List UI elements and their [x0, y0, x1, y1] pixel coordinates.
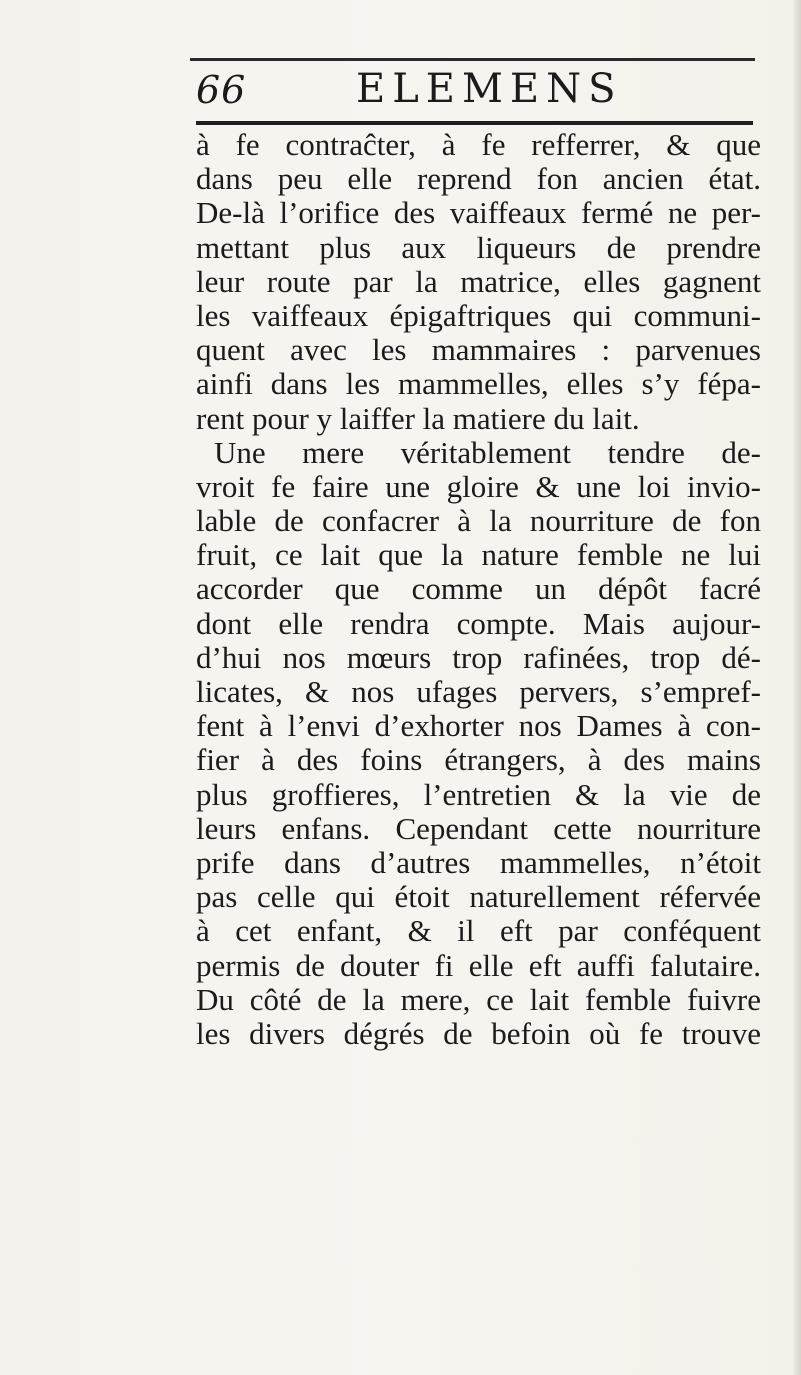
text-line: leur route par la matrice, elles gagnent	[196, 263, 761, 299]
text-line: pas celle qui étoit naturellement réfervée	[196, 879, 761, 915]
page-header	[196, 62, 756, 122]
text-line: lable de confacrer à la nourriture de fon	[196, 503, 761, 539]
text-line: fent à l’envi d’exhorter nos Dames à con-	[196, 708, 761, 744]
text-line: d’hui nos mœurs trop rafinées, trop dé-	[196, 639, 761, 675]
running-title: ELEMENS	[356, 66, 623, 112]
text-line: permis de douter fi elle eft auffi falutaire.	[196, 947, 761, 983]
text-line: rent pour y laiffer la matiere du lait.	[196, 400, 640, 436]
text-line: les divers dégrés de befoin où fe trouve	[196, 1015, 761, 1051]
text-line: les vaiffeaux épigaftriques qui communi-	[196, 297, 761, 333]
text-line: dans peu elle reprend fon ancien état.	[196, 161, 761, 197]
text-line: plus groffieres, l’entretien & la vie de	[196, 776, 761, 812]
text-line: Du côté de la mere, ce lait femble fuivre	[196, 981, 761, 1017]
text-line: Une mere véritablement tendre de-	[214, 434, 761, 470]
text-line: licates, & nos ufages pervers, s’empref-	[196, 674, 761, 709]
text-line: dont elle rendra compte. Mais aujour-	[196, 605, 761, 641]
top-rule	[190, 58, 755, 61]
text-line: ainfi dans les mammelles, elles s’y fépa-	[196, 366, 761, 402]
text-line: prife dans d’autres mammelles, n’étoit	[196, 844, 761, 880]
body-text	[196, 128, 761, 1051]
text-line: vroit fe faire une gloire & une loi invio-	[196, 468, 761, 504]
text-line: fier à des foins étrangers, à des mains	[196, 742, 761, 778]
text-line: quent avec les mammaires : parvenues	[196, 332, 761, 368]
page-number: 66	[196, 68, 247, 112]
text-line: fruit, ce lait que la nature femble ne lui	[196, 537, 761, 573]
text-line: à fe contraĉter, à fe refferrer, & que	[196, 127, 761, 162]
header-rule	[196, 121, 753, 125]
text-line: leurs enfans. Cependant cette nourriture	[196, 810, 761, 846]
text-line: à cet enfant, & il eft par conféquent	[196, 913, 761, 949]
text-line: mettant plus aux liqueurs de prendre	[196, 229, 761, 265]
page-edge	[793, 0, 801, 1375]
text-line: De-là l’orifice des vaiffeaux fermé ne per-	[196, 195, 761, 231]
text-line: accorder que comme un dépôt facré	[196, 571, 761, 607]
